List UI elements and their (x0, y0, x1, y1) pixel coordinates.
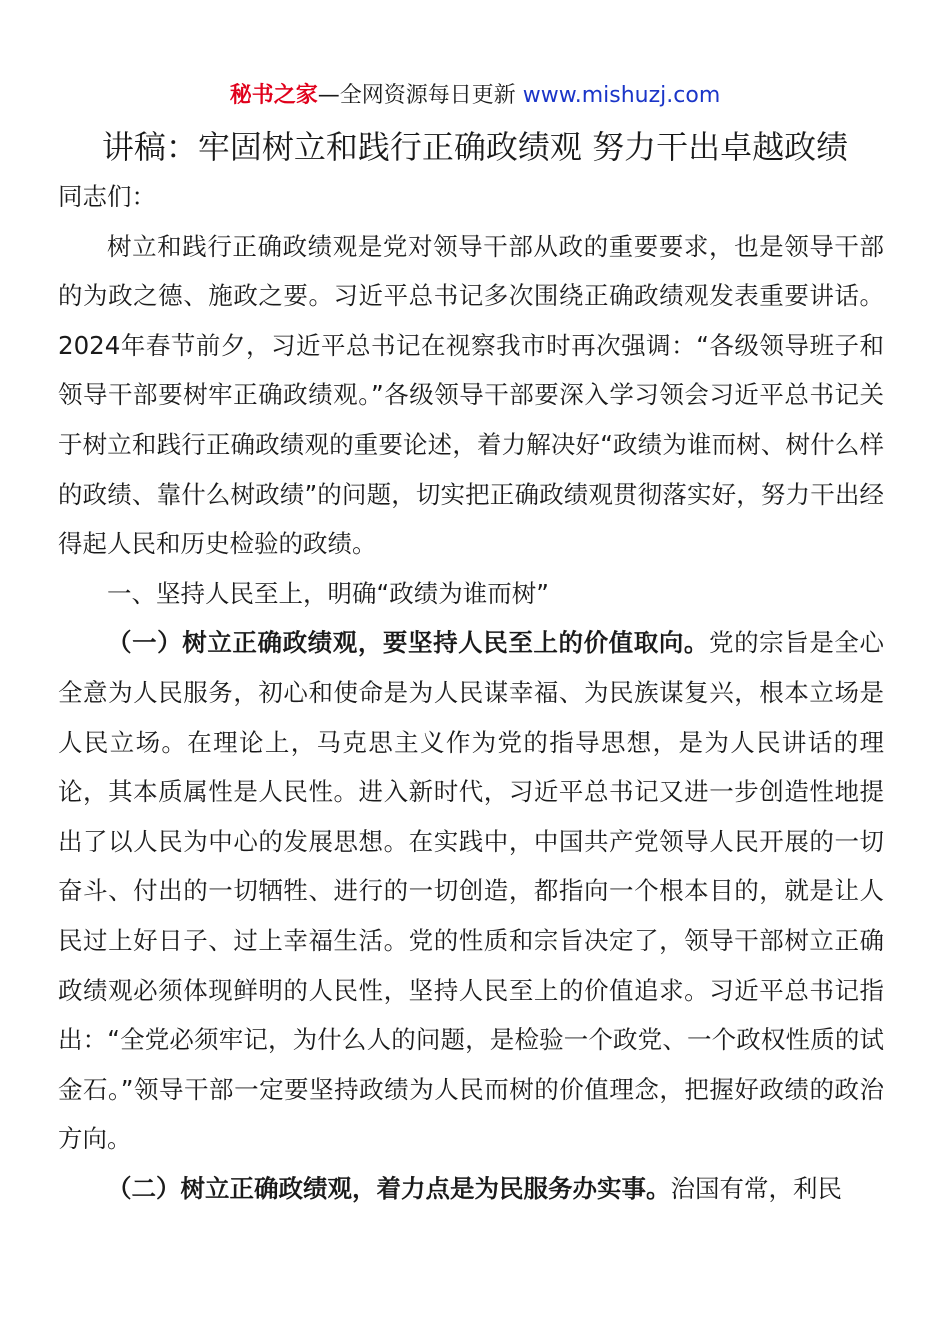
subsection-body-2: 治国有常，利民 (670, 1173, 842, 1203)
site-name: 秘书之家 (229, 83, 318, 108)
intro-paragraph: 树立和践行正确政绩观是党对领导干部从政的重要要求，也是领导干部的为政之德、施政之要。习近平总书记多次围绕正确政绩观发表重要讲话。2024年春节前夕，习近平总书记在视察我市时再次强调：“各级领导班子和领导干部要树牢正确政绩观。”各级领导干部要深入学习领会习近平总书记关于树立和践行正确政绩观的重要论述，着力解决好“政绩为谁而树、树什么样的政绩、靠什么树政绩”的问题，切实把正确政绩观贯彻落实好，努力干出经得起人民和历史检验的政绩。 (58, 231, 884, 559)
section-heading-1: 一、坚持人民至上，明确“政绩为谁而树” (107, 578, 549, 608)
site-header (0, 80, 950, 112)
subsection-lead-2: （二）树立正确政绩观，着力点是为民服务办实事。 (107, 1173, 671, 1203)
site-tagline: —全网资源每日更新 (317, 83, 523, 108)
subsection-paragraph-1 (58, 618, 884, 1164)
subsection-body-1: 党的宗旨是全心全意为人民服务，初心和使命是为人民谋幸福、为民族谋复兴，根本立场是人民立场。在理论上，马克思主义作为党的指导思想，是为人民讲话的理论，其本质属性是人民性。进入新时代，习近平总书记又进一步创造性地提出了以人民为中心的发展思想。在实践中，中国共产党领导人民开展的一切奋斗、付出的一切牺牲、进行的一切创造，都指向一个根本目的，就是让人民过上好日子、过上幸福生活。党的性质和宗旨决定了，领导干部树立正确政绩观必须体现鲜明的人民性，坚持人民至上的价值追求。习近平总书记指出：“全党必须牢记，为什么人的问题，是检验一个政党、一个政权性质的试金石。”领导干部一定要坚持政绩为人民而树的价值理念，把握好政绩的政治方向。 (58, 628, 884, 1154)
site-url-link[interactable]: www.mishuzj.com (522, 83, 721, 108)
document-body (58, 172, 884, 1213)
salutation: 同志们： (58, 182, 156, 211)
document-title: 讲稿：牢固树立和践行正确政绩观 努力干出卓越政绩 (101, 128, 849, 166)
subsection-paragraph-2 (58, 1164, 884, 1214)
subsection-lead-1: （一）树立正确政绩观，要坚持人民至上的价值取向。 (107, 628, 709, 658)
